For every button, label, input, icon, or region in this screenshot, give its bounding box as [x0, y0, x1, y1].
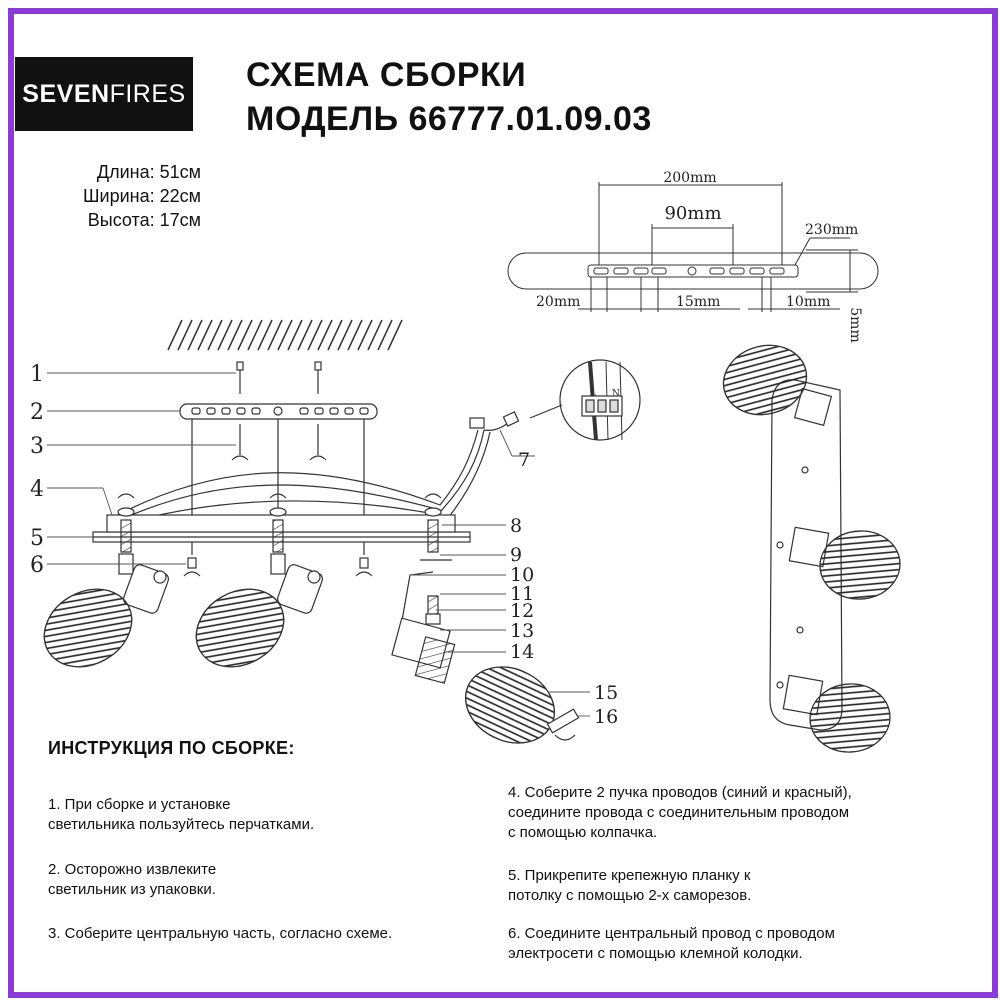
callout-4: 4: [30, 477, 44, 502]
plate-center-hole: [688, 267, 696, 275]
dim-5-label: 5mm: [847, 307, 863, 343]
page-title: СХЕМА СБОРКИ: [246, 56, 527, 94]
instruction-step-3: 3. Соберите центральную часть, согласно схеме.: [48, 925, 393, 942]
callout-10: 10: [510, 564, 535, 586]
instructions-heading: ИНСТРУКЦИЯ ПО СБОРКЕ:: [48, 738, 295, 758]
exploded-assembly-view: [30, 320, 640, 757]
callout-12: 12: [510, 600, 535, 622]
instruction-step-4: 4. Соберите 2 пучка проводов (синий и красный), соедините провода с соединительным проводом с помощью колпачка.: [508, 784, 852, 841]
terminal-label-l: L: [590, 389, 596, 399]
instruction-step-1: 1. При сборке и установке светильника пользуйтесь перчатками.: [48, 796, 315, 833]
model-title: МОДЕЛЬ 66777.01.09.03: [246, 100, 652, 138]
callout-2: 2: [30, 400, 44, 425]
instruction-step-5: 5. Прикрепите крепежную планку к потолку с помощью 2-х саморезов.: [508, 867, 752, 904]
callout-11: 11: [510, 583, 535, 605]
brand-logo-thin: FIRES: [109, 79, 186, 108]
dimension-width: Ширина: 22см: [83, 186, 201, 206]
callout-1: 1: [30, 362, 44, 387]
mounting-plate-dimension-drawing: [508, 182, 878, 312]
callout-6: 6: [30, 553, 44, 578]
dim-200-label: 200mm: [663, 170, 717, 186]
callout-8: 8: [510, 515, 523, 537]
dim-230-label: 230mm: [805, 222, 859, 238]
dimension-length: Длина: 51см: [96, 162, 201, 182]
callout-14: 14: [510, 641, 535, 663]
brand-logo-bold: SEVEN: [22, 79, 110, 108]
instruction-step-2: 2. Осторожно извлеките светильник из упаковки.: [48, 861, 217, 898]
dim-10-label: 10mm: [786, 294, 831, 310]
plate-outline: [508, 253, 878, 289]
callout-3: 3: [30, 434, 44, 459]
terminal-label-n: N: [612, 389, 620, 399]
dim-15-label: 15mm: [676, 294, 721, 310]
lamp-shade-left: [30, 563, 170, 682]
dim-90-label: 90mm: [664, 203, 722, 224]
lamp-shade-middle: [182, 563, 324, 682]
perspective-view: [716, 336, 903, 755]
callout-5: 5: [30, 526, 44, 551]
dim-20-label: 20mm: [536, 294, 581, 310]
callout-7: 7: [518, 449, 531, 471]
ceiling-hatch: [168, 320, 402, 350]
instruction-step-6: 6. Соедините центральный провод с проводом электросети с помощью клемной колодки.: [508, 925, 835, 962]
callout-16: 16: [594, 706, 619, 728]
dimension-height: Высота: 17см: [87, 210, 201, 230]
callout-9: 9: [510, 544, 523, 566]
callout-15: 15: [594, 682, 619, 704]
callout-13: 13: [510, 620, 535, 642]
